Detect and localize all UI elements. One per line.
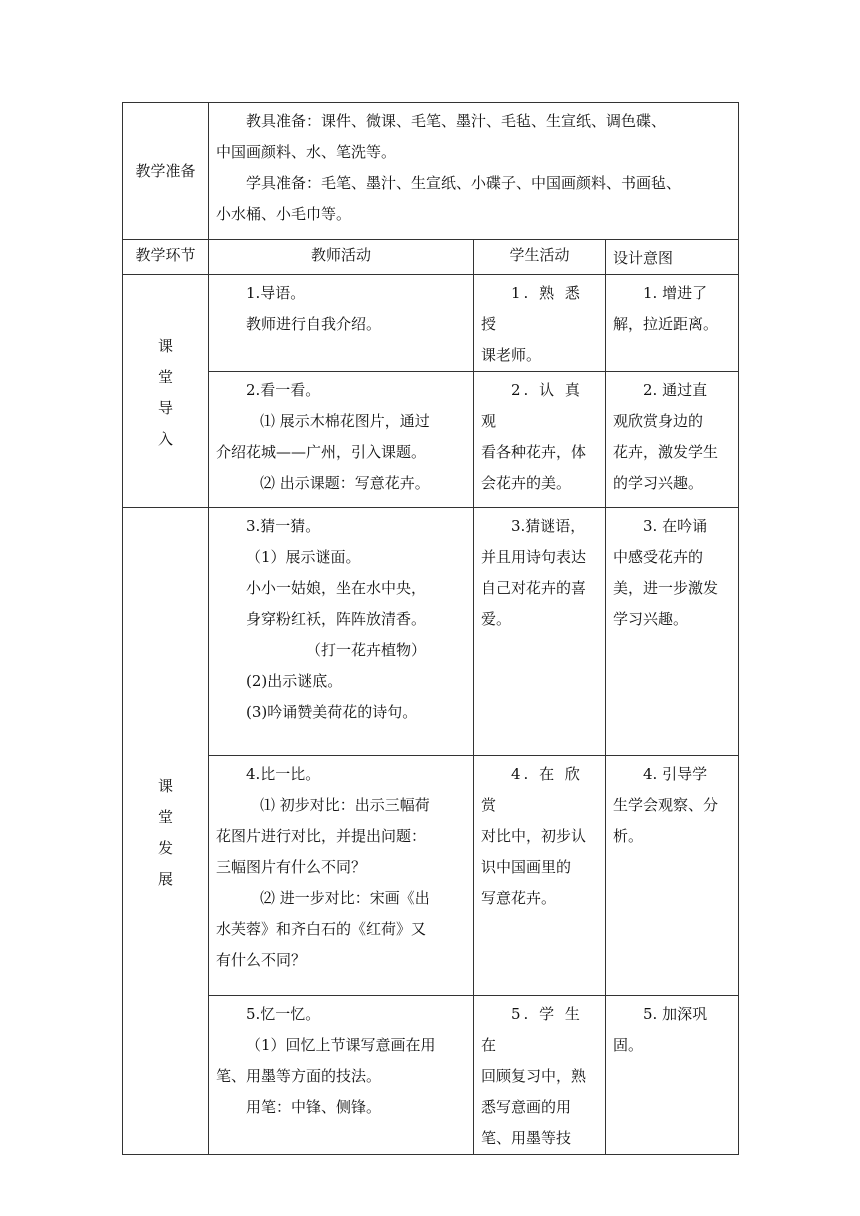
table-row [123, 275, 739, 372]
teacher-line: ⑴ 展示木棉花图片，通过 [260, 412, 430, 430]
header-text: 学生活动 [509, 246, 570, 264]
lesson-plan-table [122, 102, 739, 1155]
teacher-line: ⑵ 出示课题：写意花卉。 [260, 474, 430, 492]
teacher-line: ⑵ 进一步对比：宋画《出 [260, 889, 430, 907]
teacher-line: 身穿粉红袄，阵阵放清香。 [246, 610, 427, 628]
student-line: 课老师。 [481, 346, 542, 364]
student-line: 写意花卉。 [481, 889, 557, 907]
teacher-line: 花图片进行对比，并提出问题： [216, 827, 427, 845]
section-label-char: 入 [157, 430, 173, 448]
student-line: 看各种花卉，体 [481, 443, 587, 461]
teacher-line: 5.忆一忆。 [246, 1005, 321, 1023]
header-text: 设计意图 [613, 249, 674, 267]
intent-line: 学习兴趣。 [613, 610, 689, 628]
teacher-activity [209, 508, 474, 756]
intent-line: 美，进一步激发 [613, 579, 719, 597]
intent-line: 3. 在吟诵 [643, 517, 708, 535]
header-cell [123, 240, 209, 275]
design-intent [606, 508, 739, 756]
design-intent [606, 372, 739, 508]
header-text: 教学环节 [135, 246, 196, 264]
prep-content [209, 103, 739, 240]
design-intent [606, 756, 739, 996]
teacher-line: (2)出示谜底。 [246, 672, 343, 690]
teacher-activity [209, 275, 474, 372]
prep-line: 小水桶、小毛巾等。 [216, 205, 352, 223]
teacher-line: 教师进行自我介绍。 [246, 315, 382, 333]
teacher-line: (3)吟诵赞美荷花的诗句。 [246, 703, 418, 721]
teacher-line: 3.猜一猜。 [246, 517, 321, 535]
student-line: 识中国画里的 [481, 858, 572, 876]
section-label-intro [123, 275, 209, 508]
teacher-line: 介绍花城——广州，引入课题。 [216, 443, 427, 461]
student-line: 3.猜谜语， [511, 517, 586, 535]
student-line: 回顾复习中，熟 [481, 1067, 587, 1085]
prep-line: 教具准备：课件、微课、毛笔、墨汁、毛毡、生宣纸、调色碟、 [246, 112, 667, 130]
header-cell [474, 240, 606, 275]
student-line: 会花卉的美。 [481, 474, 572, 492]
student-line: 5. 学 生 在 [481, 1005, 583, 1054]
intent-line: 1. 增进了 [643, 284, 708, 302]
section-label-char: 导 [157, 399, 173, 417]
teacher-activity [209, 756, 474, 996]
student-line: 2. 认 真 观 [481, 381, 583, 430]
teacher-line: 三幅图片有什么不同？ [216, 858, 367, 876]
teacher-line: 4.比一比。 [246, 765, 321, 783]
student-activity [474, 372, 606, 508]
section-label-development [123, 508, 209, 1155]
header-text: 教师活动 [310, 246, 371, 264]
table-row [123, 372, 739, 508]
teacher-line: 用笔：中锋、侧锋。 [246, 1098, 382, 1116]
teacher-line: 2.看一看。 [246, 381, 321, 399]
teacher-activity [209, 372, 474, 508]
header-row [123, 240, 739, 275]
teacher-line: （1）回忆上节课写意画在用 [246, 1036, 436, 1054]
table-row [123, 508, 739, 756]
student-line: 悉写意画的用 [481, 1098, 572, 1116]
prep-line: 中国画颜料、水、笔洗等。 [216, 143, 397, 161]
student-line: 笔、用墨等技 [481, 1129, 572, 1147]
section-label-char: 堂 [157, 808, 173, 826]
student-activity [474, 275, 606, 372]
intent-line: 花卉，激发学生 [613, 443, 719, 461]
section-label-char: 发 [157, 839, 173, 857]
intent-line: 解，拉近距离。 [613, 315, 719, 333]
prep-row [123, 103, 739, 240]
intent-line: 观欣赏身边的 [613, 412, 704, 430]
student-line: 并且用诗句表达 [481, 548, 587, 566]
teacher-line: 有什么不同？ [216, 951, 307, 969]
teacher-line: （1）展示谜面。 [246, 548, 361, 566]
teacher-line: 笔、用墨等方面的技法。 [216, 1067, 382, 1085]
section-label-char: 课 [157, 777, 173, 795]
intent-line: 4. 引导学 [643, 765, 708, 783]
intent-line: 的学习兴趣。 [613, 474, 704, 492]
student-line: 4. 在 欣 赏 [481, 765, 583, 814]
intent-line: 5. 加深巩 [643, 1005, 708, 1023]
design-intent [606, 996, 739, 1155]
student-line: 自己对花卉的喜 [481, 579, 587, 597]
student-activity [474, 996, 606, 1155]
intent-line: 2. 通过直 [643, 381, 708, 399]
prep-label [123, 103, 209, 240]
table-row [123, 996, 739, 1155]
header-cell [209, 240, 474, 275]
design-intent [606, 275, 739, 372]
teacher-line: ⑴ 初步对比：出示三幅荷 [260, 796, 430, 814]
table-row [123, 756, 739, 996]
teacher-line: （打一花卉植物） [306, 641, 427, 659]
student-activity [474, 756, 606, 996]
section-label-char: 堂 [157, 368, 173, 386]
teacher-line: 水芙蓉》和齐白石的《红荷》又 [216, 920, 427, 938]
teacher-line: 1.导语。 [246, 284, 306, 302]
intent-line: 析。 [613, 827, 644, 845]
section-label-char: 展 [157, 870, 173, 888]
teacher-activity [209, 996, 474, 1155]
teacher-line: 小小一姑娘，坐在水中央， [246, 579, 427, 597]
prep-label-text: 教学准备 [135, 161, 196, 180]
student-line: 爱。 [481, 610, 512, 628]
intent-line: 中感受花卉的 [613, 548, 704, 566]
intent-line: 生学会观察、分 [613, 796, 719, 814]
student-activity [474, 508, 606, 756]
header-cell [606, 240, 739, 275]
section-label-char: 课 [157, 337, 173, 355]
student-line: 1. 熟 悉 授 [481, 284, 583, 333]
prep-line: 学具准备：毛笔、墨汁、生宣纸、小碟子、中国画颜料、书画毡、 [246, 174, 682, 192]
student-line: 对比中，初步认 [481, 827, 587, 845]
intent-line: 固。 [613, 1036, 644, 1054]
